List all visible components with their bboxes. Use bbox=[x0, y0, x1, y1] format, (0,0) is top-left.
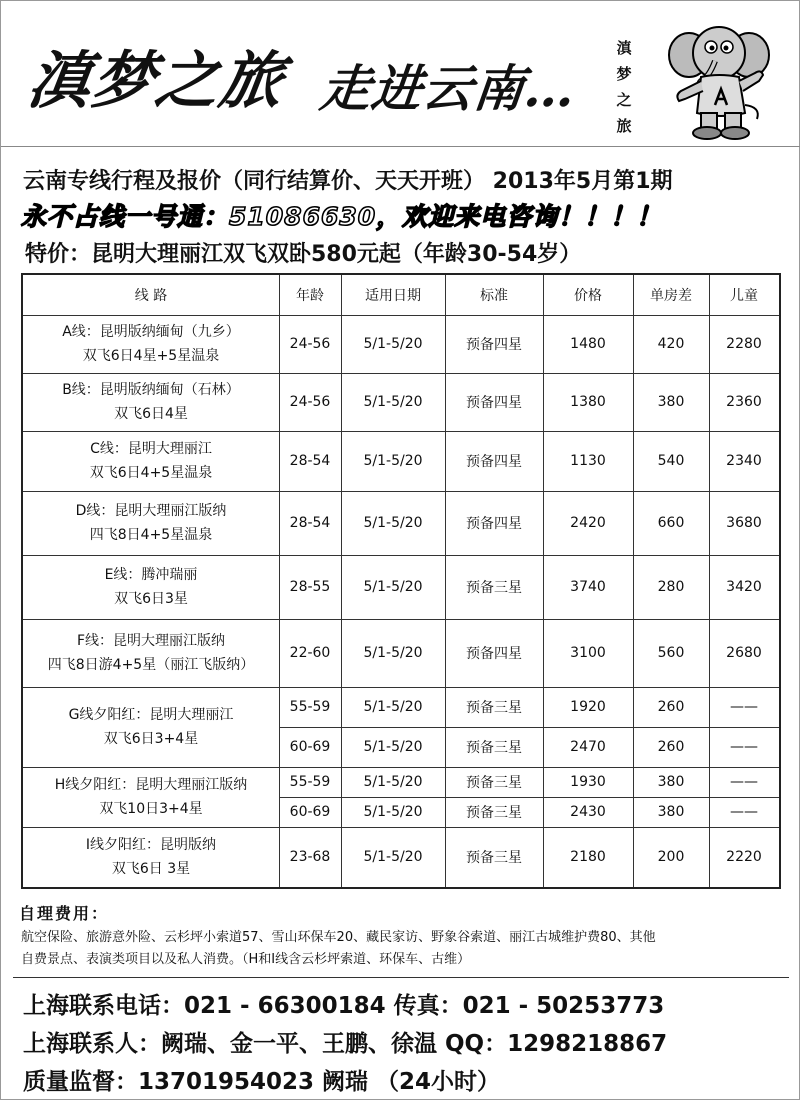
route-line: B线：昆明版纳缅甸（石林） bbox=[62, 382, 240, 398]
table-cell-child: 2360 bbox=[726, 394, 762, 410]
table-cell-single: 420 bbox=[657, 336, 685, 352]
price-table bbox=[21, 273, 781, 889]
table-cell-age: 24-56 bbox=[289, 394, 331, 410]
table-cell-date: 5/1-5/20 bbox=[363, 699, 423, 715]
table-cell-single: 260 bbox=[657, 739, 685, 755]
table-cell-price: 2180 bbox=[570, 849, 606, 865]
vertical-char: 梦 bbox=[616, 65, 632, 83]
contact-persons: 上海联系人：阙瑞、金一平、王鹏、徐温 QQ：1298218867 bbox=[23, 1031, 668, 1057]
table-cell-price: 1480 bbox=[570, 336, 606, 352]
table-cell-age: 55-59 bbox=[289, 699, 331, 715]
route-line: 四飞8日游4+5星（丽江飞版纳） bbox=[47, 657, 255, 673]
route-line: A线：昆明版纳缅甸（九乡） bbox=[62, 324, 240, 340]
table-cell-std: 预备四星 bbox=[466, 646, 522, 662]
schedule-title: 云南专线行程及报价（同行结算价、天天开班） 2013年5月第1期 bbox=[23, 169, 673, 194]
table-cell-std: 预备三星 bbox=[466, 580, 522, 596]
route-line: G线夕阳红：昆明大理丽江 bbox=[68, 707, 234, 723]
table-cell-age: 55-59 bbox=[289, 774, 331, 790]
table-cell-age: 28-55 bbox=[289, 579, 331, 595]
table-cell-price: 2420 bbox=[570, 515, 606, 531]
route-cell bbox=[23, 619, 279, 687]
route-line: C线：昆明大理丽江 bbox=[90, 441, 212, 457]
table-cell-std: 预备三星 bbox=[466, 775, 522, 791]
route-cell bbox=[23, 491, 279, 555]
quality-supervision: 质量监督：13701954023 阙瑞 （24小时） bbox=[23, 1069, 501, 1095]
table-cell-price: 1930 bbox=[570, 774, 606, 790]
column-header: 儿童 bbox=[730, 288, 758, 304]
vertical-brand bbox=[613, 35, 635, 139]
table-cell-single: 560 bbox=[657, 645, 685, 661]
table-cell-std: 预备三星 bbox=[466, 805, 522, 821]
route-cell bbox=[23, 315, 279, 373]
table-cell-single: 200 bbox=[657, 849, 685, 865]
route-line: 双飞10日3+4星 bbox=[99, 801, 203, 817]
table-cell-child: 2280 bbox=[726, 336, 762, 352]
self-paid-line: 自费景点、表演类项目以及私人消费。（H和I线含云杉坪索道、环保车、古维） bbox=[21, 952, 471, 967]
table-cell-child: —— bbox=[730, 699, 758, 715]
table-cell-date: 5/1-5/20 bbox=[363, 336, 423, 352]
table-rule bbox=[633, 275, 634, 887]
slogan-text: 走进云南… bbox=[317, 59, 579, 118]
table-cell-date: 5/1-5/20 bbox=[363, 453, 423, 469]
column-header: 价格 bbox=[574, 288, 602, 304]
hotline-banner: 永不占线一号通：51086630，欢迎来电咨询！！！！ bbox=[21, 202, 663, 231]
column-header: 线 路 bbox=[134, 288, 168, 304]
table-cell-single: 260 bbox=[657, 699, 685, 715]
table-cell-date: 5/1-5/20 bbox=[363, 645, 423, 661]
table-cell-single: 380 bbox=[657, 394, 685, 410]
column-header: 标准 bbox=[480, 288, 508, 304]
table-rule bbox=[709, 275, 710, 887]
route-line: 双飞6日4星+5星温泉 bbox=[82, 348, 220, 364]
route-line: 双飞6日4星 bbox=[114, 406, 188, 422]
route-line: 四飞8日4+5星温泉 bbox=[89, 527, 213, 543]
table-cell-single: 380 bbox=[657, 804, 685, 820]
vertical-char: 滇 bbox=[616, 39, 632, 57]
table-cell-date: 5/1-5/20 bbox=[363, 739, 423, 755]
vertical-char: 之 bbox=[616, 91, 632, 109]
table-cell-price: 1380 bbox=[570, 394, 606, 410]
table-cell-price: 2430 bbox=[570, 804, 606, 820]
table-cell-age: 22-60 bbox=[289, 645, 331, 661]
table-cell-date: 5/1-5/20 bbox=[363, 579, 423, 595]
table-cell-single: 380 bbox=[657, 774, 685, 790]
table-cell-std: 预备四星 bbox=[466, 337, 522, 353]
table-cell-child: —— bbox=[730, 804, 758, 820]
elephant-mascot-icon bbox=[665, 15, 771, 141]
table-cell-child: 2680 bbox=[726, 645, 762, 661]
divider bbox=[13, 977, 789, 978]
table-cell-age: 60-69 bbox=[289, 739, 331, 755]
table-cell-date: 5/1-5/20 bbox=[363, 849, 423, 865]
table-cell-std: 预备三星 bbox=[466, 850, 522, 866]
table-cell-child: 3680 bbox=[726, 515, 762, 531]
route-cell bbox=[23, 373, 279, 431]
route-line: I线夕阳红：昆明版纳 bbox=[85, 837, 217, 853]
column-header: 单房差 bbox=[650, 288, 692, 304]
table-rule bbox=[341, 275, 342, 887]
table-cell-std: 预备四星 bbox=[466, 454, 522, 470]
table-cell-child: —— bbox=[730, 774, 758, 790]
table-cell-single: 540 bbox=[657, 453, 685, 469]
self-paid-title: 自理费用： bbox=[19, 904, 110, 923]
route-cell bbox=[23, 827, 279, 887]
table-rule bbox=[445, 275, 446, 887]
route-cell bbox=[23, 555, 279, 619]
route-line: 双飞6日 3星 bbox=[111, 861, 191, 877]
route-line: D线：昆明大理丽江版纳 bbox=[75, 503, 227, 519]
route-line: 双飞6日3+4星 bbox=[103, 731, 199, 747]
table-cell-child: —— bbox=[730, 739, 758, 755]
column-header: 适用日期 bbox=[365, 288, 421, 304]
special-offer: 特价：昆明大理丽江双飞双卧580元起（年龄30-54岁） bbox=[25, 242, 582, 267]
table-cell-child: 2220 bbox=[726, 849, 762, 865]
table-cell-std: 预备四星 bbox=[466, 516, 522, 532]
table-cell-price: 3100 bbox=[570, 645, 606, 661]
route-line: 双飞6日3星 bbox=[114, 591, 188, 607]
route-line: 双飞6日4+5星温泉 bbox=[89, 465, 213, 481]
table-cell-single: 280 bbox=[657, 579, 685, 595]
table-cell-child: 2340 bbox=[726, 453, 762, 469]
brand-logo-text: 滇梦之旅 bbox=[23, 44, 290, 117]
route-line: H线夕阳红：昆明大理丽江版纳 bbox=[54, 777, 248, 793]
self-paid-line: 航空保险、旅游意外险、云杉坪小索道57、雪山环保车20、藏民家访、野象谷索道、丽江古城维护费80、其他 bbox=[21, 930, 656, 945]
vertical-char: 旅 bbox=[616, 117, 632, 135]
route-cell bbox=[23, 687, 279, 767]
table-cell-date: 5/1-5/20 bbox=[363, 394, 423, 410]
table-cell-age: 24-56 bbox=[289, 336, 331, 352]
table-cell-price: 1920 bbox=[570, 699, 606, 715]
table-cell-age: 28-54 bbox=[289, 453, 331, 469]
table-cell-age: 23-68 bbox=[289, 849, 331, 865]
route-line: F线：昆明大理丽江版纳 bbox=[76, 633, 226, 649]
table-cell-single: 660 bbox=[657, 515, 685, 531]
table-cell-std: 预备四星 bbox=[466, 395, 522, 411]
route-cell bbox=[23, 431, 279, 491]
table-cell-date: 5/1-5/20 bbox=[363, 515, 423, 531]
route-cell bbox=[23, 767, 279, 827]
table-cell-std: 预备三星 bbox=[466, 740, 522, 756]
table-cell-std: 预备三星 bbox=[466, 700, 522, 716]
table-cell-price: 1130 bbox=[570, 453, 606, 469]
table-cell-date: 5/1-5/20 bbox=[363, 804, 423, 820]
table-cell-price: 2470 bbox=[570, 739, 606, 755]
table-cell-price: 3740 bbox=[570, 579, 606, 595]
route-line: E线：腾冲瑞丽 bbox=[104, 567, 198, 583]
contact-phone: 上海联系电话：021 - 66300184 传真：021 - 50253773 bbox=[23, 993, 665, 1019]
table-cell-age: 60-69 bbox=[289, 804, 331, 820]
table-cell-child: 3420 bbox=[726, 579, 762, 595]
table-cell-age: 28-54 bbox=[289, 515, 331, 531]
table-rule bbox=[543, 275, 544, 887]
header-banner bbox=[1, 1, 800, 147]
table-rule bbox=[279, 275, 280, 887]
column-header: 年龄 bbox=[296, 288, 324, 304]
table-cell-date: 5/1-5/20 bbox=[363, 774, 423, 790]
